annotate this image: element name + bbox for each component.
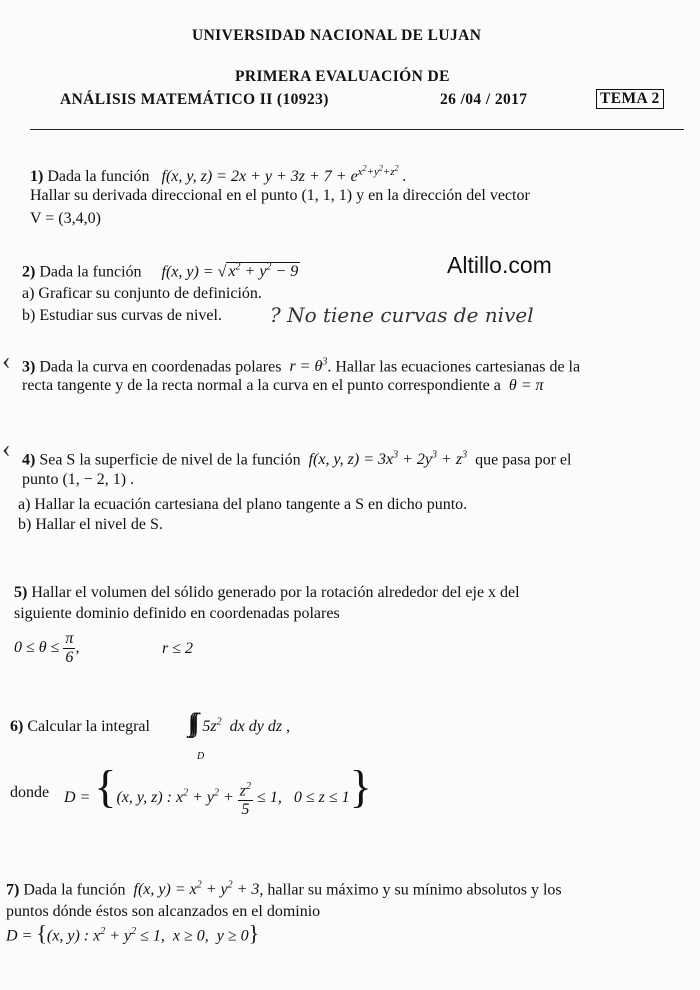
- question-7-line2: puntos dónde éstos son alcanzados en el dominio: [6, 903, 321, 920]
- course-name: ANÁLISIS MATEMÁTICO II (10923): [60, 91, 329, 108]
- question-number: 5): [14, 584, 28, 601]
- formula: f(x, y, $z) = 3x^3 + 2y^3 + z^3$: [304, 450, 468, 469]
- question-text: donde: [10, 784, 50, 801]
- header-divider: [30, 129, 684, 130]
- handwritten-note: ? No tiene curvas de nivel: [270, 303, 534, 327]
- question-4-b: b) Hallar el nivel de S.: [18, 516, 163, 533]
- tema-label: TEMA 2: [596, 89, 664, 109]
- question-2-a: a) Graficar su conjunto de definición.: [22, 285, 262, 302]
- margin-tick-mark: ‹: [2, 434, 11, 463]
- question-7: [6, 876, 562, 900]
- question-1-line3: V = (3,4,0): [30, 210, 101, 227]
- question-5: [14, 583, 520, 603]
- question-4-a: a) Hallar la ecuación cartesiana del plano tangente a S en dicho punto.: [18, 496, 468, 513]
- question-text: recta tangente y de la recta normal a la curva en el punto correspondiente a: [22, 377, 501, 394]
- question-number: 3): [22, 358, 36, 376]
- question-1: [30, 158, 407, 187]
- question-6: [10, 717, 150, 737]
- question-text: Sea S la superficie de nivel de la función: [39, 451, 301, 469]
- domain-D-definition: D = {(x, y, z) : $x^2 + y^2$ + $\frac{z^2}{5}$ ≤ 1, 0 ≤ z ≤ 1}: [64, 761, 372, 818]
- formula: f(x, y) = √ $x^2 + y^2 - 9$: [145, 262, 299, 281]
- exam-title: PRIMERA EVALUACIÓN DE: [235, 68, 450, 85]
- formula: $r = \theta^3$: [285, 357, 328, 376]
- question-6-donde: [10, 783, 49, 803]
- question-4-line2: punto (1, − 2, 1) .: [22, 471, 135, 488]
- exam-date: 26 /04 / 2017: [440, 91, 528, 108]
- question-text: Calcular la integral: [27, 718, 150, 735]
- question-2-b: b) Estudiar sus curvas de nivel.: [22, 307, 222, 324]
- university-name: UNIVERSIDAD NACIONAL DE LUJAN: [192, 27, 482, 44]
- polar-domain-theta: 0 ≤ θ ≤ $\frac{\pi}{6}$ ,: [14, 630, 80, 666]
- question-text: , hallar su máximo y su mínimo absolutos y los: [259, 881, 562, 899]
- question-number: 6): [10, 718, 24, 735]
- watermark: Altillo.com: [447, 252, 552, 278]
- question-number: 1): [30, 167, 44, 185]
- margin-tick-mark: ‹: [2, 346, 11, 375]
- question-4: [22, 446, 571, 470]
- question-text: que pasa por el: [475, 451, 572, 469]
- question-3: [22, 353, 580, 377]
- question-number: 2): [22, 263, 36, 281]
- integral-domain-label: D: [197, 751, 205, 762]
- formula: f(x, y, $z) = 2x + y + 3z + 7 + e^{x^2+y^2+z^2}$ .: [153, 163, 407, 185]
- triple-integral: ∫∫∫ $5z^2$ dx dy dz ,: [188, 708, 291, 737]
- question-text: . Hallar las ecuaciones cartesianas de la: [327, 358, 581, 376]
- question-text: Dada la función: [47, 167, 150, 185]
- question-text: Dada la curva en coordenadas polares: [39, 358, 282, 376]
- question-text: Hallar el volumen del sólido generado por la rotación alrededor del eje x del: [31, 584, 520, 601]
- question-text: Dada la función: [39, 263, 142, 281]
- polar-domain-r: r ≤ 2: [162, 640, 194, 657]
- question-2: [22, 258, 300, 282]
- question-5-line2: siguiente dominio definido en coordenadas polares: [14, 605, 340, 622]
- question-number: 7): [6, 881, 20, 899]
- formula: f(x, $y) = x^2 + y^2 + 3$: [129, 880, 260, 899]
- question-3-line2: [22, 376, 544, 396]
- question-text: Dada la función: [23, 881, 126, 899]
- question-number: 4): [22, 451, 36, 469]
- formula: θ = π: [504, 377, 544, 394]
- domain-D-q7: D = {(x, y) : $x^2 + y^2 \le 1$, x ≥ 0, y ≥ 0}: [6, 920, 260, 946]
- question-1-line2: Hallar su derivada direccional en el punto (1, 1, 1) y en la dirección del vector: [30, 187, 530, 204]
